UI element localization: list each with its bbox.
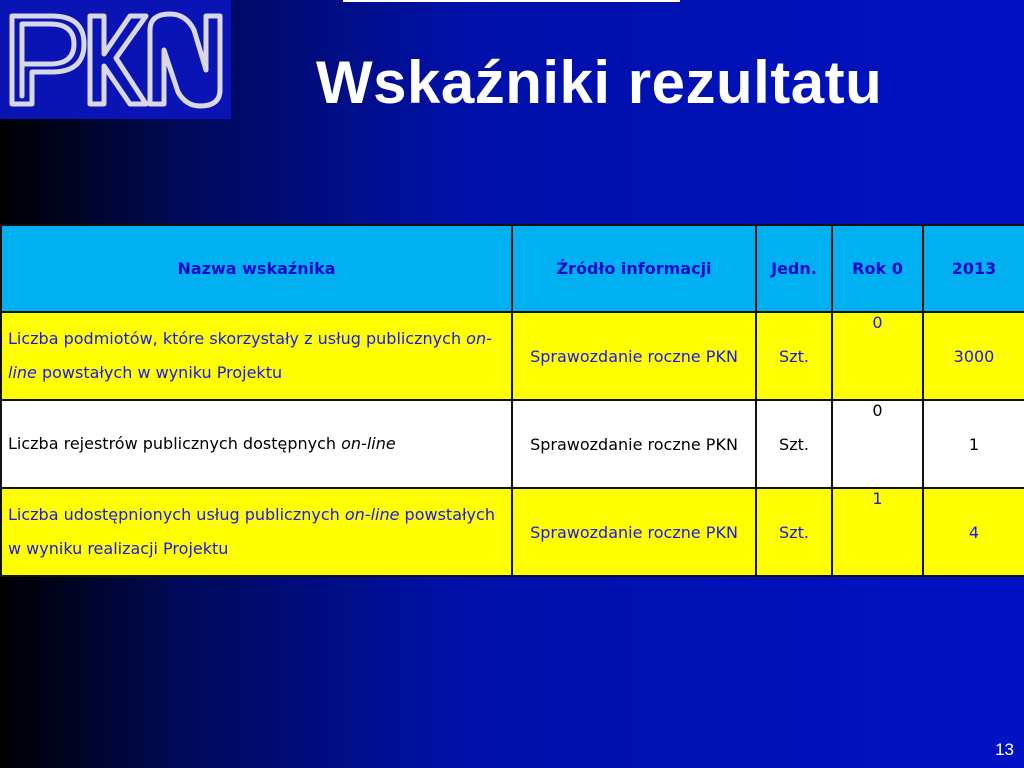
unit-cell: Szt. xyxy=(756,312,832,400)
indicator-name-text: Liczba podmiotów, które skorzystały z usług publicznych xyxy=(8,329,467,348)
page-number: 13 xyxy=(995,740,1014,759)
indicator-name xyxy=(1,488,512,576)
y2013-cell: 3000 xyxy=(923,312,1024,400)
table-row xyxy=(1,312,1024,400)
indicator-name-italic: on-line xyxy=(8,329,492,382)
table-header-row xyxy=(1,225,1024,312)
indicator-name-text: Liczba rejestrów publicznych dostępnych xyxy=(8,434,342,453)
unit-cell: Szt. xyxy=(756,400,832,488)
header-2013: 2013 xyxy=(923,225,1024,312)
table-row xyxy=(1,400,1024,488)
year0-cell: 0 xyxy=(832,312,923,400)
unit-cell: Szt. xyxy=(756,488,832,576)
indicator-name-text: powstałych w wyniku realizacji Projektu xyxy=(8,505,495,558)
header-source: Źródło informacji xyxy=(512,225,756,312)
indicators-table xyxy=(0,224,1024,577)
indicator-name xyxy=(1,312,512,400)
indicator-name-italic: on-line xyxy=(341,434,396,453)
header-unit: Jedn. xyxy=(756,225,832,312)
top-accent-line xyxy=(343,0,680,2)
source-cell: Sprawozdanie roczne PKN xyxy=(512,312,756,400)
indicator-name-italic: on-line xyxy=(344,505,400,524)
header-indicator-name: Nazwa wskaźnika xyxy=(1,225,512,312)
indicator-name-text: Liczba udostępnionych usług publicznych xyxy=(8,505,345,524)
year0-cell: 1 xyxy=(832,488,923,576)
source-cell: Sprawozdanie roczne PKN xyxy=(512,400,756,488)
slide-title: Wskaźniki rezultatu xyxy=(316,49,883,116)
y2013-cell: 1 xyxy=(923,400,1024,488)
year0-cell: 0 xyxy=(832,400,923,488)
header-year0: Rok 0 xyxy=(832,225,923,312)
pkn-logo xyxy=(0,0,231,119)
indicator-name xyxy=(1,400,512,488)
y2013-cell: 4 xyxy=(923,488,1024,576)
pkn-logo-mark xyxy=(0,0,231,119)
indicator-name-text: powstałych w wyniku Projektu xyxy=(36,363,283,382)
source-cell: Sprawozdanie roczne PKN xyxy=(512,488,756,576)
table-row xyxy=(1,488,1024,576)
